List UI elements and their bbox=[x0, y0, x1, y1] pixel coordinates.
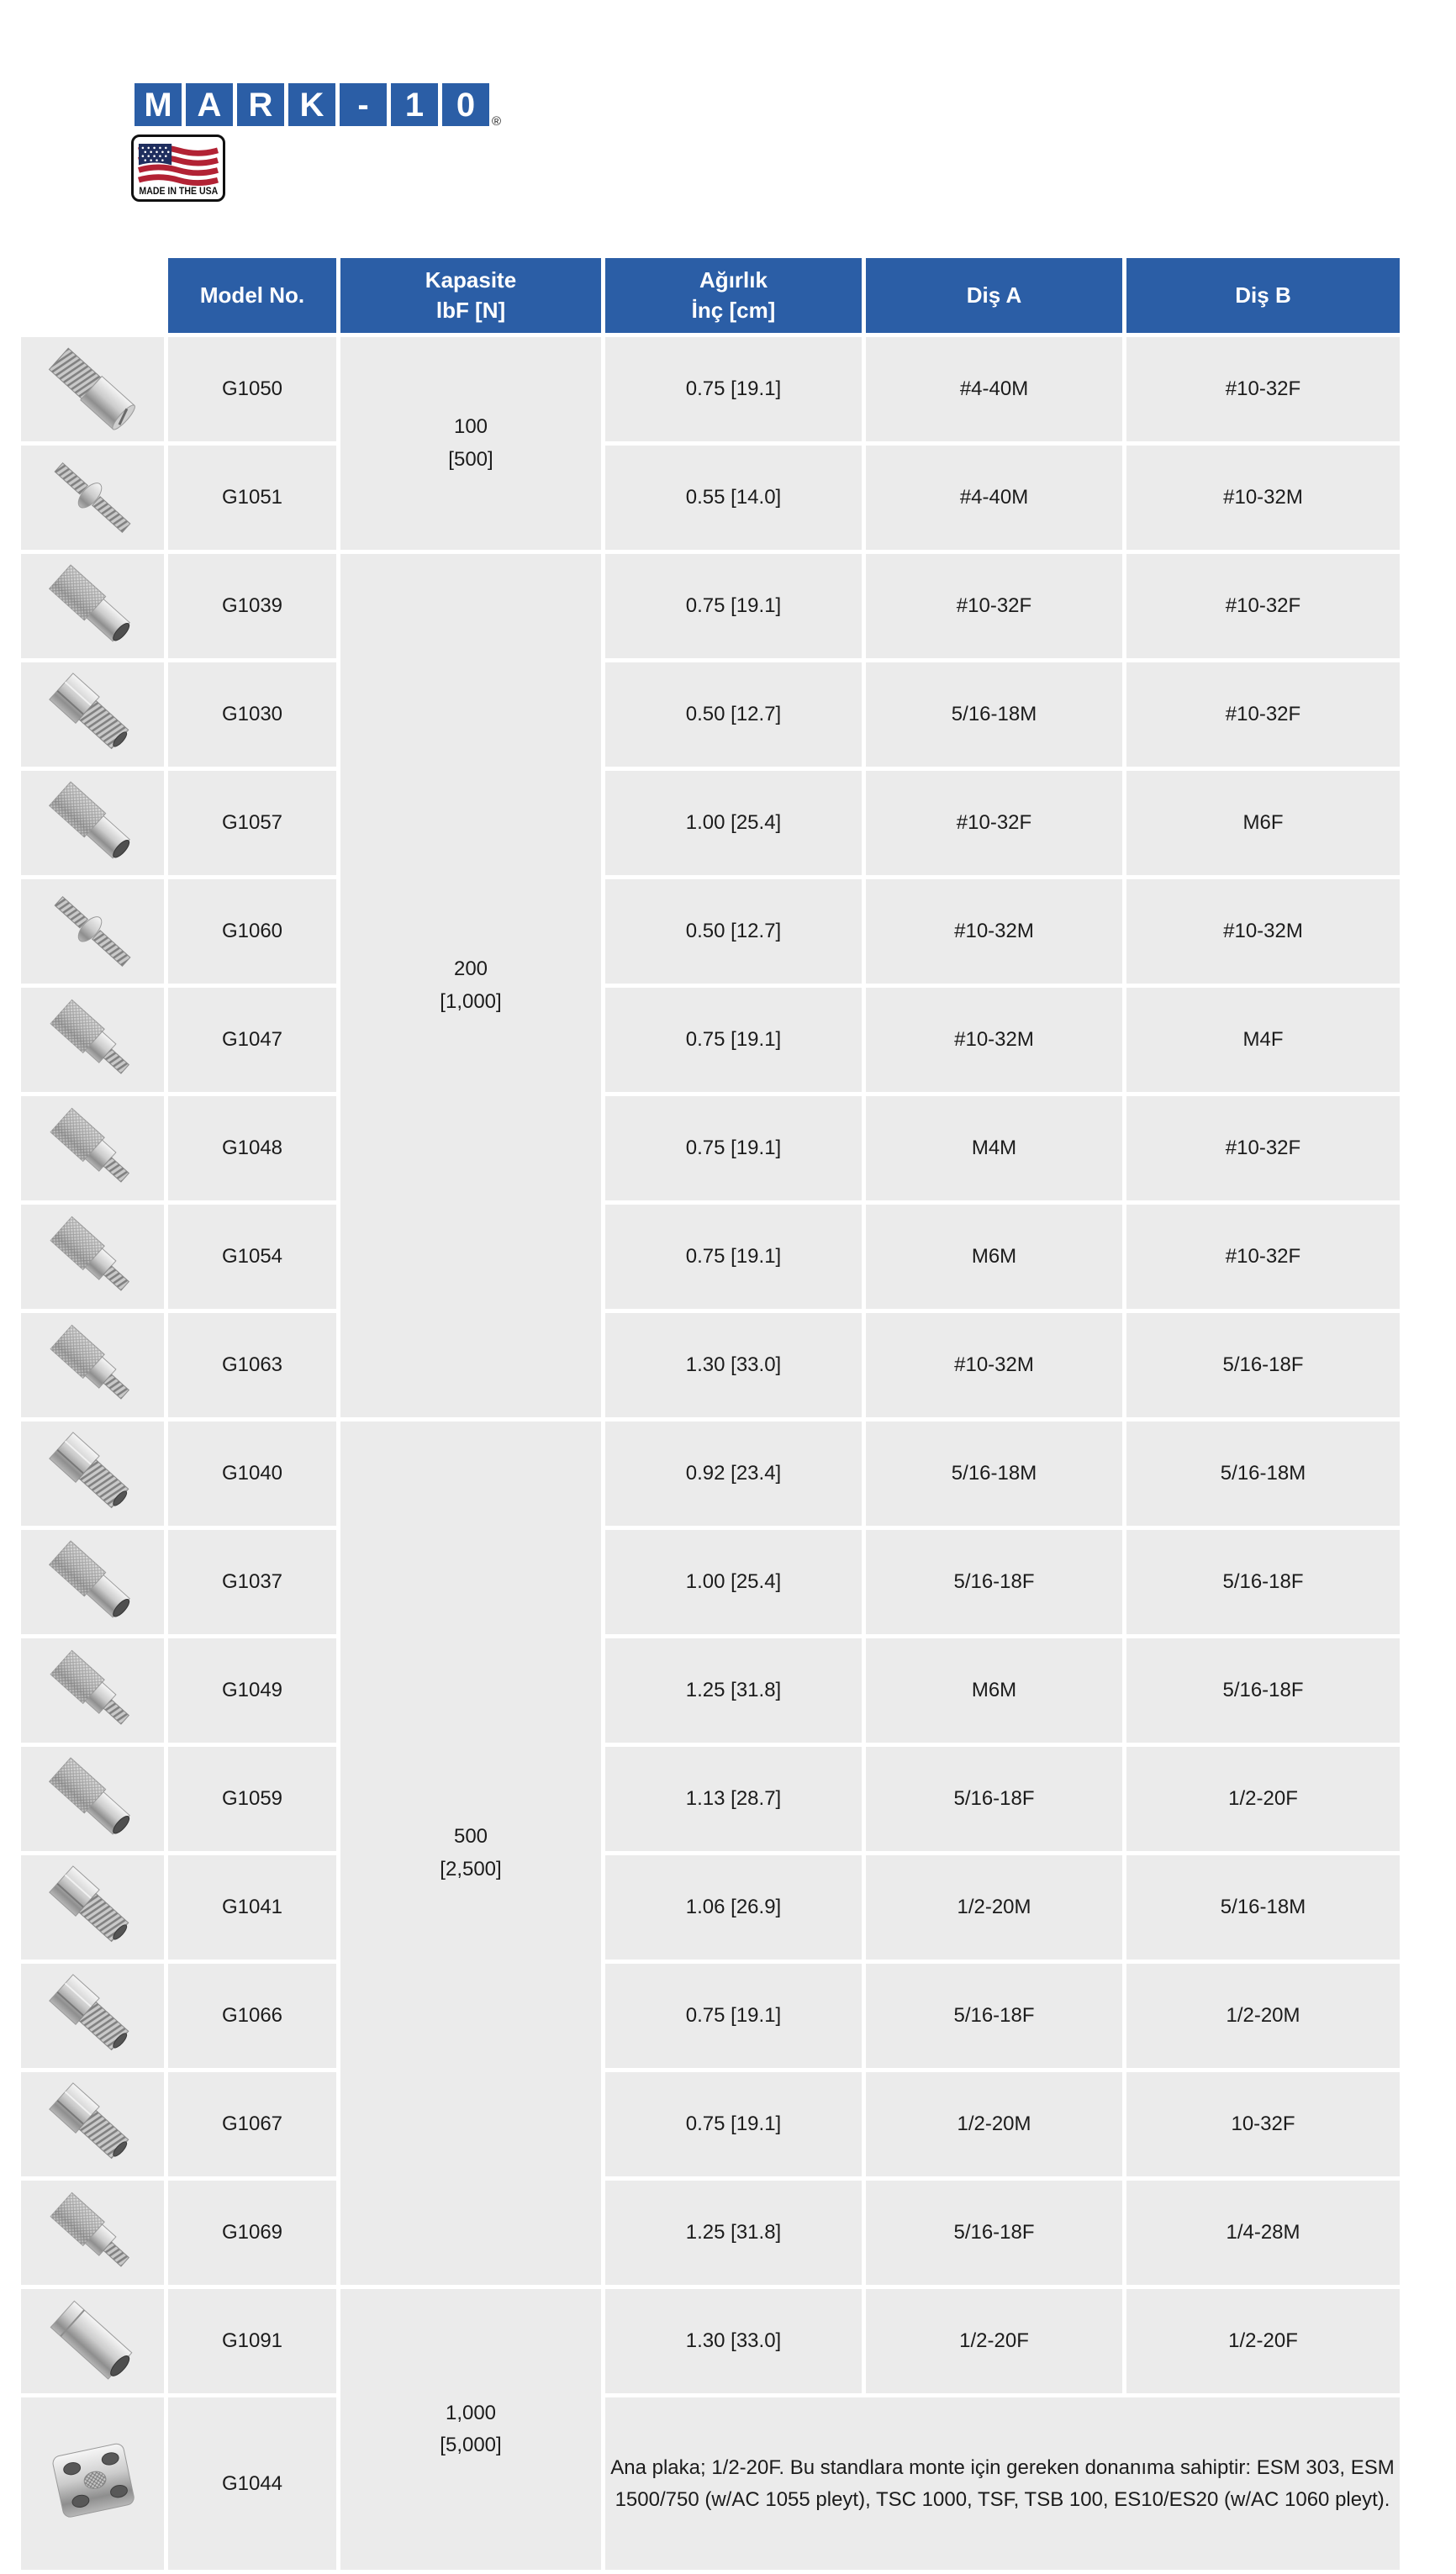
weight-cell: 0.75 [19.1] bbox=[605, 554, 862, 658]
weight-cell: 1.06 [26.9] bbox=[605, 1855, 862, 1960]
product-photo-g1037 bbox=[21, 1530, 164, 1634]
hex-adapter-icon bbox=[40, 1855, 145, 1960]
product-photo-g1069 bbox=[21, 2181, 164, 2285]
product-photo-g1063 bbox=[21, 1313, 164, 1417]
knurled-male-icon bbox=[40, 1638, 145, 1743]
threaded-plug-icon bbox=[40, 337, 145, 441]
thread-b-cell: 5/16-18M bbox=[1126, 1855, 1400, 1960]
logo-letter-square: 0 bbox=[442, 83, 489, 126]
thread-a-cell: 1/2-20M bbox=[866, 2072, 1122, 2176]
mark10-logo-squares bbox=[135, 83, 489, 126]
thread-b-cell: #10-32F bbox=[1126, 337, 1400, 441]
model-no-cell: G1091 bbox=[168, 2289, 336, 2393]
product-photo-g1091 bbox=[21, 2289, 164, 2393]
product-photo-g1044 bbox=[21, 2397, 164, 2570]
table-row-g1048 bbox=[21, 1096, 1400, 1200]
model-no-cell: G1069 bbox=[168, 2181, 336, 2285]
thread-a-cell: M4M bbox=[866, 1096, 1122, 1200]
capacity-newtons: [500] bbox=[448, 447, 493, 471]
registered-mark: ® bbox=[492, 114, 502, 129]
knurled-female-icon bbox=[40, 1530, 145, 1634]
table-row-g1047 bbox=[21, 988, 1400, 1092]
model-no-cell: G1066 bbox=[168, 1964, 336, 2068]
product-photo-g1060 bbox=[21, 879, 164, 984]
capacity-newtons: [2,500] bbox=[440, 1857, 502, 1880]
made-in-usa-label: MADE IN THE USA bbox=[139, 185, 218, 197]
header-thread-b: Diş B bbox=[1126, 258, 1400, 333]
table-header bbox=[21, 258, 1400, 333]
thread-b-cell: M6F bbox=[1126, 771, 1400, 875]
header-thread-a: Diş A bbox=[866, 258, 1122, 333]
table-row-g1067 bbox=[21, 2072, 1400, 2176]
header-weight-line2: İnç [cm] bbox=[691, 297, 776, 323]
table-row-g1037 bbox=[21, 1530, 1400, 1634]
product-photo-g1040 bbox=[21, 1422, 164, 1526]
thread-b-cell: #10-32M bbox=[1126, 446, 1400, 550]
model-no-cell: G1060 bbox=[168, 879, 336, 984]
table-row-g1063 bbox=[21, 1313, 1400, 1417]
knurled-female-icon bbox=[40, 771, 145, 875]
model-no-cell: G1049 bbox=[168, 1638, 336, 1743]
thread-a-cell: 5/16-18M bbox=[866, 662, 1122, 767]
header-capacity-line1: Kapasite bbox=[425, 267, 517, 293]
table-row-g1059 bbox=[21, 1747, 1400, 1851]
product-photo-g1050 bbox=[21, 337, 164, 441]
table-row-g1066 bbox=[21, 1964, 1400, 2068]
thread-b-cell: 5/16-18F bbox=[1126, 1638, 1400, 1743]
table-row-g1030 bbox=[21, 662, 1400, 767]
weight-cell: 1.13 [28.7] bbox=[605, 1747, 862, 1851]
model-no-cell: G1057 bbox=[168, 771, 336, 875]
thread-a-cell: #10-32M bbox=[866, 1313, 1122, 1417]
model-no-cell: G1037 bbox=[168, 1530, 336, 1634]
table-body bbox=[21, 337, 1400, 2570]
thread-a-cell: #4-40M bbox=[866, 337, 1122, 441]
thread-b-cell: M4F bbox=[1126, 988, 1400, 1092]
header-weight bbox=[605, 258, 862, 333]
capacity-lbf: 100 bbox=[453, 415, 488, 439]
model-no-cell: G1044 bbox=[168, 2397, 336, 2570]
usa-flag-icon bbox=[137, 144, 219, 185]
weight-cell: 1.25 [31.8] bbox=[605, 2181, 862, 2285]
thread-a-cell: #10-32F bbox=[866, 771, 1122, 875]
threaded-stud-icon bbox=[40, 446, 145, 550]
table-row-g1051 bbox=[21, 446, 1400, 550]
knurled-male-icon bbox=[40, 1096, 145, 1200]
thread-a-cell: 5/16-18M bbox=[866, 1422, 1122, 1526]
weight-cell: 0.75 [19.1] bbox=[605, 2072, 862, 2176]
logo-letter-square: R bbox=[237, 83, 284, 126]
thread-b-cell: #10-32F bbox=[1126, 1096, 1400, 1200]
table-row-g1041 bbox=[21, 1855, 1400, 1960]
knurled-male-icon bbox=[40, 2181, 145, 2285]
product-photo-g1057 bbox=[21, 771, 164, 875]
logo-letter-square: 1 bbox=[391, 83, 438, 126]
mark10-logo bbox=[135, 83, 502, 129]
weight-cell: 0.50 [12.7] bbox=[605, 662, 862, 767]
product-photo-g1030 bbox=[21, 662, 164, 767]
thread-a-cell: 1/2-20F bbox=[866, 2289, 1122, 2393]
logo-letter-square: K bbox=[288, 83, 335, 126]
header-photo-spacer bbox=[21, 258, 164, 333]
product-photo-g1041 bbox=[21, 1855, 164, 1960]
table-row-g1091 bbox=[21, 2289, 1400, 2393]
table-row-g1040 bbox=[21, 1422, 1400, 1526]
thread-a-cell: 5/16-18F bbox=[866, 1747, 1122, 1851]
table-row-g1050 bbox=[21, 337, 1400, 441]
weight-cell: 0.75 [19.1] bbox=[605, 1964, 862, 2068]
thread-b-cell: 1/2-20F bbox=[1126, 1747, 1400, 1851]
model-no-cell: G1030 bbox=[168, 662, 336, 767]
capacity-lbf: 1,000 bbox=[445, 2401, 497, 2424]
header-row bbox=[21, 258, 1400, 333]
weight-cell: 1.30 [33.0] bbox=[605, 2289, 862, 2393]
model-no-cell: G1063 bbox=[168, 1313, 336, 1417]
thread-a-cell: M6M bbox=[866, 1638, 1122, 1743]
table-row-g1039 bbox=[21, 554, 1400, 658]
thread-b-cell: #10-32F bbox=[1126, 662, 1400, 767]
table-row-g1069 bbox=[21, 2181, 1400, 2285]
thread-b-cell: 5/16-18F bbox=[1126, 1313, 1400, 1417]
weight-cell: 1.00 [25.4] bbox=[605, 771, 862, 875]
weight-cell: 0.55 [14.0] bbox=[605, 446, 862, 550]
thread-b-cell: #10-32F bbox=[1126, 554, 1400, 658]
thread-b-cell: 1/4-28M bbox=[1126, 2181, 1400, 2285]
thread-a-cell: 5/16-18F bbox=[866, 1964, 1122, 2068]
weight-cell: 0.50 [12.7] bbox=[605, 879, 862, 984]
knurled-male-icon bbox=[40, 1205, 145, 1309]
weight-cell: 0.75 [19.1] bbox=[605, 1096, 862, 1200]
capacity-newtons: [5,000] bbox=[440, 2434, 502, 2456]
table-row-g1054 bbox=[21, 1205, 1400, 1309]
knurled-male-icon bbox=[40, 988, 145, 1092]
model-no-cell: G1050 bbox=[168, 337, 336, 441]
product-photo-g1059 bbox=[21, 1747, 164, 1851]
knurled-female-icon bbox=[40, 1747, 145, 1851]
thread-a-cell: M6M bbox=[866, 1205, 1122, 1309]
thread-a-cell: 5/16-18F bbox=[866, 2181, 1122, 2285]
header-model-no: Model No. bbox=[168, 258, 336, 333]
capacity-cell bbox=[340, 1422, 601, 2285]
capacity-cell bbox=[340, 337, 601, 550]
thread-b-cell: #10-32F bbox=[1126, 1205, 1400, 1309]
cylinder-female-icon bbox=[40, 2289, 145, 2393]
model-no-cell: G1051 bbox=[168, 446, 336, 550]
logo-letter-square: M bbox=[135, 83, 182, 126]
thread-b-cell: 1/2-20F bbox=[1126, 2289, 1400, 2393]
product-photo-g1067 bbox=[21, 2072, 164, 2176]
thread-a-cell: #4-40M bbox=[866, 446, 1122, 550]
model-no-cell: G1067 bbox=[168, 2072, 336, 2176]
base-plate-note-cell: Ana plaka; 1/2-20F. Bu standlara monte için gereken donanıma sahiptir: ESM 303, ESM 1500/750 (w/AC 1055 pleyt), TSC 1000, TSF, TSB 100, ES10/ES20 (w/AC 1060 pleyt). bbox=[605, 2397, 1400, 2570]
thread-a-cell: #10-32F bbox=[866, 554, 1122, 658]
knurled-female-icon bbox=[40, 554, 145, 658]
table-row-g1044 bbox=[21, 2397, 1400, 2570]
model-no-cell: G1039 bbox=[168, 554, 336, 658]
product-photo-g1051 bbox=[21, 446, 164, 550]
thread-b-cell: #10-32M bbox=[1126, 879, 1400, 984]
model-no-cell: G1048 bbox=[168, 1096, 336, 1200]
header-weight-line1: Ağırlık bbox=[699, 267, 768, 293]
table-row-g1057 bbox=[21, 771, 1400, 875]
product-photo-g1048 bbox=[21, 1096, 164, 1200]
weight-cell: 0.92 [23.4] bbox=[605, 1422, 862, 1526]
thread-a-cell: 1/2-20M bbox=[866, 1855, 1122, 1960]
hex-adapter-icon bbox=[40, 662, 145, 767]
hex-adapter-icon bbox=[40, 1422, 145, 1526]
weight-cell: 0.75 [19.1] bbox=[605, 988, 862, 1092]
threaded-stud-icon bbox=[40, 879, 145, 984]
table-row-g1060 bbox=[21, 879, 1400, 984]
weight-cell: 1.25 [31.8] bbox=[605, 1638, 862, 1743]
capacity-lbf: 500 bbox=[453, 1825, 488, 1849]
thread-b-cell: 5/16-18M bbox=[1126, 1422, 1400, 1526]
hex-adapter-icon bbox=[40, 2072, 145, 2176]
product-photo-g1047 bbox=[21, 988, 164, 1092]
model-no-cell: G1040 bbox=[168, 1422, 336, 1526]
product-photo-g1049 bbox=[21, 1638, 164, 1743]
model-no-cell: G1054 bbox=[168, 1205, 336, 1309]
adapter-table bbox=[17, 254, 1404, 2574]
thread-a-cell: #10-32M bbox=[866, 879, 1122, 984]
thread-a-cell: 5/16-18F bbox=[866, 1530, 1122, 1634]
weight-cell: 1.00 [25.4] bbox=[605, 1530, 862, 1634]
model-no-cell: G1047 bbox=[168, 988, 336, 1092]
header-capacity bbox=[340, 258, 601, 333]
model-no-cell: G1041 bbox=[168, 1855, 336, 1960]
capacity-lbf: 200 bbox=[453, 957, 488, 981]
product-photo-g1054 bbox=[21, 1205, 164, 1309]
thread-b-cell: 1/2-20M bbox=[1126, 1964, 1400, 2068]
product-photo-g1066 bbox=[21, 1964, 164, 2068]
made-in-usa-badge bbox=[131, 135, 225, 202]
weight-cell: 0.75 [19.1] bbox=[605, 337, 862, 441]
weight-cell: 0.75 [19.1] bbox=[605, 1205, 862, 1309]
weight-cell: 1.30 [33.0] bbox=[605, 1313, 862, 1417]
logo-letter-square: A bbox=[186, 83, 233, 126]
thread-a-cell: #10-32M bbox=[866, 988, 1122, 1092]
thread-b-cell: 10-32F bbox=[1126, 2072, 1400, 2176]
base-plate-icon bbox=[29, 2429, 156, 2539]
table-row-g1049 bbox=[21, 1638, 1400, 1743]
knurled-male-icon bbox=[40, 1313, 145, 1417]
model-no-cell: G1059 bbox=[168, 1747, 336, 1851]
header-capacity-line2: lbF [N] bbox=[435, 297, 506, 323]
capacity-cell bbox=[340, 554, 601, 1417]
capacity-cell bbox=[340, 2289, 601, 2570]
product-photo-g1039 bbox=[21, 554, 164, 658]
logo-letter-square: - bbox=[340, 83, 387, 126]
hex-adapter-icon bbox=[40, 1964, 145, 2068]
thread-b-cell: 5/16-18F bbox=[1126, 1530, 1400, 1634]
capacity-newtons: [1,000] bbox=[440, 989, 502, 1013]
